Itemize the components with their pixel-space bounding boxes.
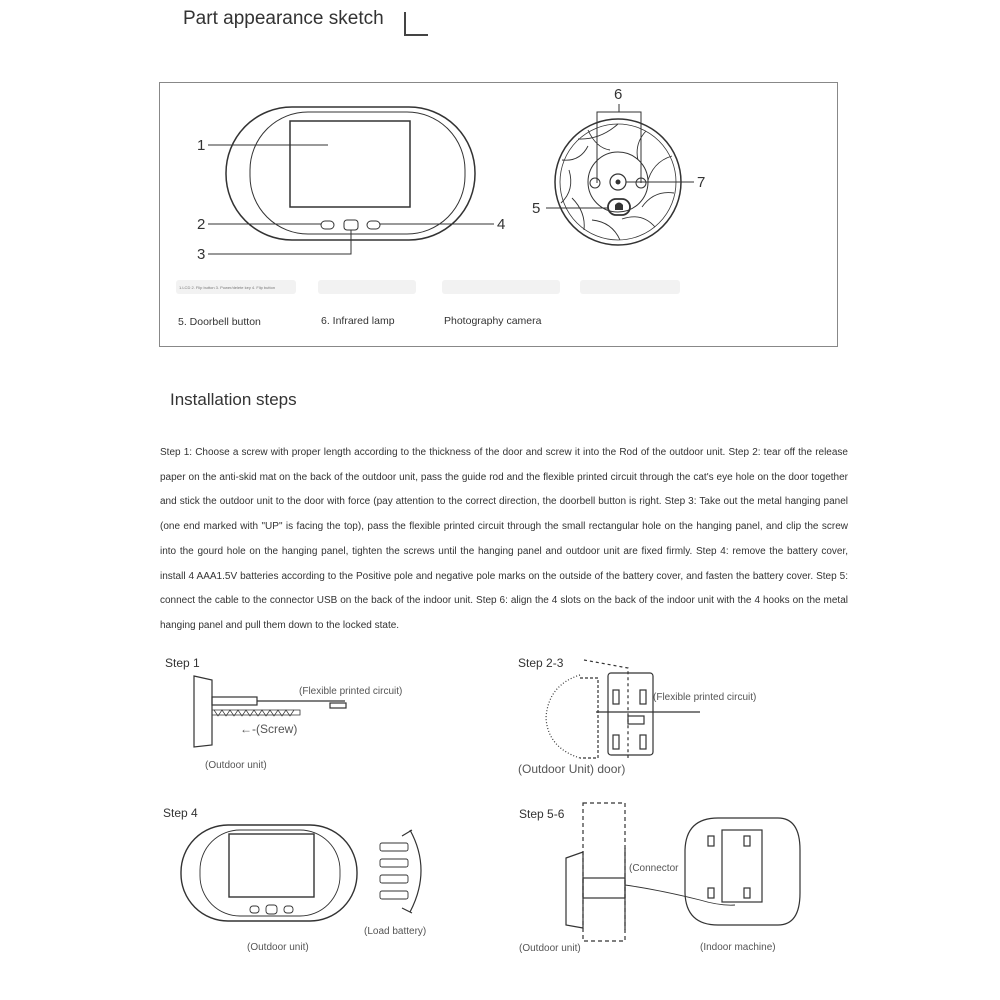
step23-title: Step 2-3 — [518, 656, 564, 670]
step4-drawing — [181, 825, 421, 921]
fine-print-legend: 1.LCD 2. Flip button 3. Power/delete key 4. Flip button — [179, 285, 276, 290]
legend-doorbell-button: 5. Doorbell button — [178, 316, 261, 328]
step56-indoor-label: (Indoor machine) — [700, 942, 776, 953]
step4-unit-label: (Outdoor unit) — [247, 942, 309, 953]
callout-3: 3 — [197, 246, 206, 263]
installation-title: Installation steps — [170, 390, 297, 409]
step56-drawing — [566, 803, 800, 941]
step4-battery-label: (Load battery) — [364, 926, 427, 937]
step56-connector-label: (Connector — [629, 863, 679, 874]
step23-drawing — [546, 660, 700, 758]
faded-text-bar — [580, 280, 680, 294]
callout-1: 1 — [197, 137, 206, 154]
faded-text-bar — [442, 280, 560, 294]
step56-title: Step 5-6 — [519, 807, 565, 821]
callout-6: 6 — [614, 86, 623, 103]
indoor-unit-front-view — [226, 107, 475, 240]
step1-screw-label: ←-(Screw) — [240, 722, 298, 736]
part-sketch-title: Part appearance sketch — [183, 8, 384, 29]
callout-4: 4 — [497, 216, 506, 233]
step23-circuit-label: (Flexible printed circuit) — [653, 692, 757, 703]
step1-title: Step 1 — [165, 656, 200, 670]
legend-photography-camera: Photography camera — [444, 315, 542, 327]
callout-2: 2 — [197, 216, 206, 233]
step4-title: Step 4 — [163, 806, 198, 820]
installation-text: Step 1: Choose a screw with proper length according to the thickness of the door and screw it into the Rod of the outdoor unit. Step 2: tear off the release paper on the anti-skid mat on the back of the outdoor unit, pass the guide rod and the flexible printed circuit through the cat's eye hole on the door together and stick the outdoor unit to the door with force (pay attention to the correct direction, the doorbell button is right. Step 3: Take out the metal hanging panel (one end marked with "UP" is facing the top), pass the flexible printed circuit through the small rectangular hole on the hanging panel, and clip the screw into the gourd hole on the hanging panel, tighten the screws until the hanging panel and outdoor unit are fixed firmly. Step 4: remove the battery cover, install 4 AAA1.5V batteries according to the Positive pole and negative pole marks on the outside of the battery cover, and fasten the battery cover. Step 5: connect the cable to the connector USB on the back of the indoor unit. Step 6: align the 4 slots on the back of the indoor unit with the 4 hooks on the metal hanging panel and pull them down to the locked state. — [160, 447, 848, 631]
legend-infrared-lamp: 6. Infrared lamp — [321, 315, 395, 327]
step1-circuit-label: (Flexible printed circuit) — [299, 686, 403, 697]
callout-7: 7 — [697, 174, 706, 191]
callout-5: 5 — [532, 200, 541, 217]
step1-unit-label: (Outdoor unit) — [205, 760, 267, 771]
step23-unit-label: (Outdoor Unit) door) — [518, 762, 626, 776]
faded-text-bar — [318, 280, 416, 294]
step56-outdoor-label: (Outdoor unit) — [519, 943, 581, 954]
